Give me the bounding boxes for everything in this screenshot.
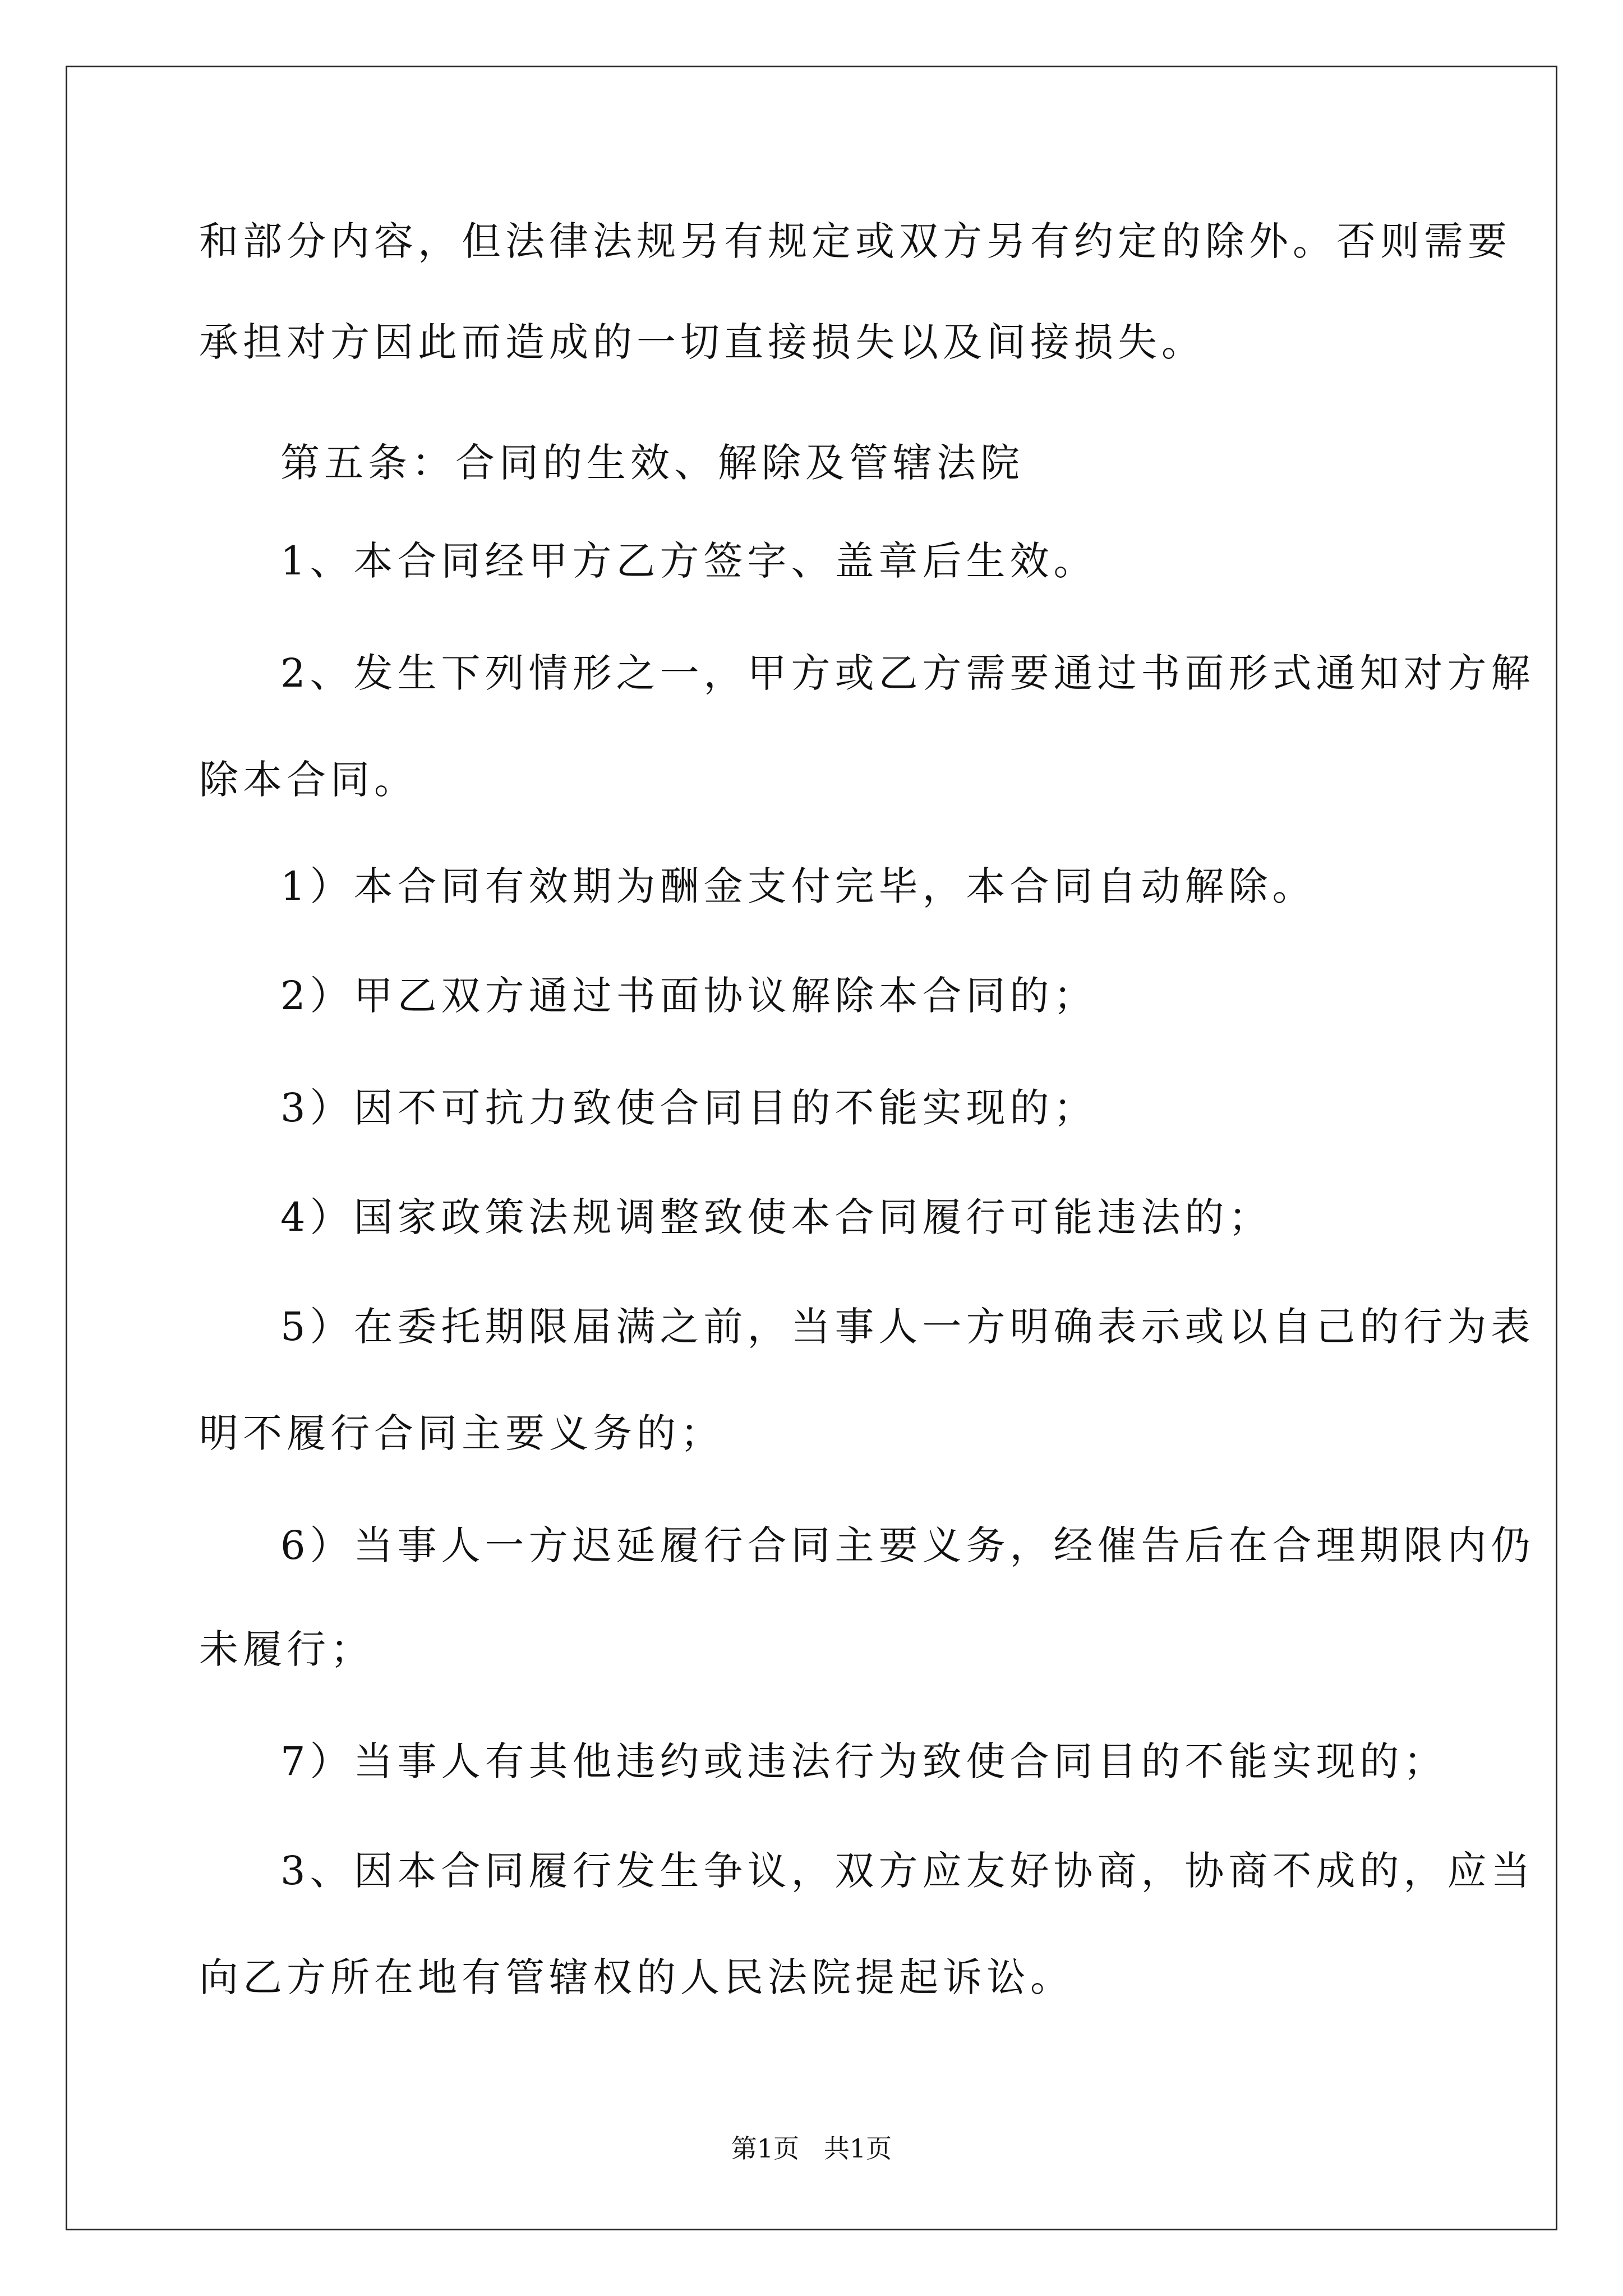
text-line-17: 向乙方所在地有管辖权的人民法院提起诉讼。 — [199, 1954, 1074, 2000]
page-footer: 第1页 共1页 — [731, 2133, 892, 2164]
text-line-14: 未履行； — [199, 1626, 374, 1672]
text-line-5: 2、发生下列情形之一，甲方或乙方需要通过书面形式通知对方解 — [280, 650, 1535, 696]
text-line-11: 5）在委托期限届满之前，当事人一方明确表示或以自己的行为表 — [280, 1304, 1535, 1350]
page-border — [66, 66, 1557, 2230]
text-line-7: 1）本合同有效期为酬金支付完毕，本合同自动解除。 — [280, 863, 1316, 909]
text-line-9: 3）因不可抗力致使合同目的不能实现的； — [280, 1085, 1098, 1131]
text-line-16: 3、因本合同履行发生争议，双方应友好协商，协商不成的，应当 — [280, 1848, 1535, 1894]
text-line-2: 承担对方因此而造成的一切直接损失以及间接损失。 — [199, 319, 1205, 365]
text-line-12: 明不履行合同主要义务的； — [199, 1410, 724, 1456]
text-line-1: 和部分内容，但法律法规另有规定或双方另有约定的除外。否则需要 — [199, 218, 1511, 264]
text-line-4: 1、本合同经甲方乙方签字、盖章后生效。 — [280, 538, 1098, 584]
text-line-13: 6）当事人一方迟延履行合同主要义务，经催告后在合理期限内仍 — [280, 1522, 1535, 1568]
text-line-15: 7）当事人有其他违约或违法行为致使合同目的不能实现的； — [280, 1738, 1447, 1784]
section-heading: 第五条：合同的生效、解除及管辖法院 — [280, 440, 1024, 486]
text-line-8: 2）甲乙双方通过书面协议解除本合同的； — [280, 973, 1098, 1019]
text-line-10: 4）国家政策法规调整致使本合同履行可能违法的； — [280, 1194, 1272, 1240]
text-line-6: 除本合同。 — [199, 757, 418, 803]
